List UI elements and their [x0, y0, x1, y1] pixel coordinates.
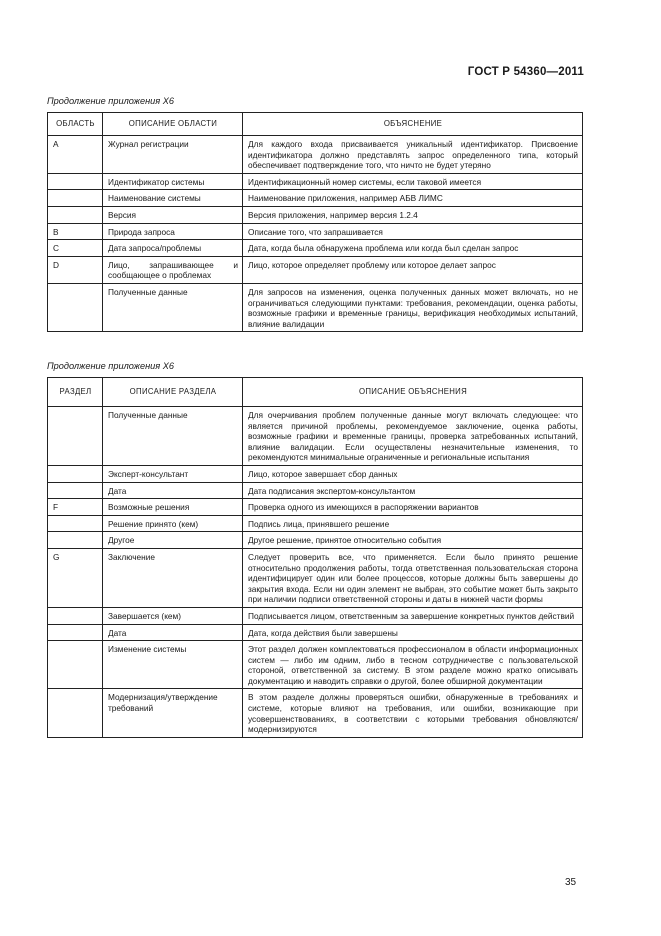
cell-description: Дата: [103, 624, 243, 641]
table-row: [48, 482, 583, 499]
table-row: [48, 173, 583, 190]
table2-caption: Продолжение приложения Х6: [47, 361, 174, 371]
cell-description: Идентификатор системы: [103, 173, 243, 190]
table-section-descriptions: [47, 377, 583, 738]
table-row: [48, 465, 583, 482]
table-row: [48, 240, 583, 257]
cell-description: Журнал регистрации: [103, 136, 243, 174]
cell-code: D: [48, 256, 103, 283]
col-header-explanation-description: ОПИСАНИЕ ОБЪЯСНЕНИЯ: [243, 378, 583, 407]
page-number: 35: [565, 877, 577, 888]
cell-description: Другое: [103, 532, 243, 549]
col-header-region-description: ОПИСАНИЕ ОБЛАСТИ: [103, 113, 243, 136]
cell-explanation: Версия приложения, например версия 1.2.4: [243, 206, 583, 223]
table-row: [48, 641, 583, 689]
table-region-descriptions: [47, 112, 583, 332]
cell-description: Дата запроса/проблемы: [103, 240, 243, 257]
col-header-section: РАЗДЕЛ: [48, 378, 103, 407]
document-code: ГОСТ Р 54360—2011: [467, 66, 584, 78]
table-row: [48, 499, 583, 516]
cell-explanation: Дата подписания экспертом-консультантом: [243, 482, 583, 499]
cell-description: Полученные данные: [103, 407, 243, 466]
table-row: [48, 283, 583, 331]
cell-explanation: Дата, когда действия были завершены: [243, 624, 583, 641]
table-row: [48, 223, 583, 240]
table-row: [48, 206, 583, 223]
col-header-region: ОБЛАСТЬ: [48, 113, 103, 136]
cell-explanation: В этом разделе должны проверяться ошибки, обнаруженные в требованиях и системе, которые влияют на требования, или ошибки, возникающие при усовершенствованиях, в соответствии с которыми требования обновляются/модернизируются: [243, 689, 583, 737]
table-row: [48, 190, 583, 207]
table-row: [48, 515, 583, 532]
cell-code: F: [48, 499, 103, 516]
cell-code: [48, 515, 103, 532]
cell-code: C: [48, 240, 103, 257]
cell-explanation: Лицо, которое определяет проблему или которое делает запрос: [243, 256, 583, 283]
cell-explanation: Дата, когда была обнаружена проблема или когда был сделан запрос: [243, 240, 583, 257]
cell-explanation: Этот раздел должен комплектоваться профессионалом в области информационных систем — либо им одним, либо в тесном сотрудничестве с пользовательской стороной, ответственной за систему. В этом разделе можно кратко описывать документацию и наводить справки о другой, более обширной документации: [243, 641, 583, 689]
cell-description: Модернизация/утверждение требований: [103, 689, 243, 737]
cell-code: G: [48, 548, 103, 607]
table-row: [48, 407, 583, 466]
table-row: [48, 624, 583, 641]
cell-explanation: Лицо, которое завершает сбор данных: [243, 465, 583, 482]
cell-explanation: Проверка одного из имеющихся в распоряжении вариантов: [243, 499, 583, 516]
cell-explanation: Для очерчивания проблем полученные данные могут включать следующее: что является причиной проблемы, рекомендуемое заключение, оценка работы, возможные графики и временные границы, проверка затребованных испытаний, влияние валидации. Если осуществлены незначительные изменения, то рекомендуются минимальные ограниченные и региональные испытания: [243, 407, 583, 466]
cell-description: Полученные данные: [103, 283, 243, 331]
cell-code: [48, 190, 103, 207]
cell-description: Версия: [103, 206, 243, 223]
cell-description: Возможные решения: [103, 499, 243, 516]
cell-description: Завершается (кем): [103, 607, 243, 624]
cell-code: [48, 465, 103, 482]
table-row: [48, 532, 583, 549]
col-header-explanation: ОБЪЯСНЕНИЕ: [243, 113, 583, 136]
cell-description: Решение принято (кем): [103, 515, 243, 532]
cell-code: [48, 641, 103, 689]
cell-code: [48, 206, 103, 223]
cell-description: Изменение системы: [103, 641, 243, 689]
cell-explanation: Описание того, что запрашивается: [243, 223, 583, 240]
cell-code: [48, 482, 103, 499]
table-row: [48, 256, 583, 283]
cell-explanation: Наименование приложения, например АБВ ЛИМС: [243, 190, 583, 207]
table1-caption: Продолжение приложения Х6: [47, 96, 174, 106]
cell-description: Заключение: [103, 548, 243, 607]
cell-description: Лицо, запрашивающее и сообщающее о проблемах: [103, 256, 243, 283]
cell-description: Дата: [103, 482, 243, 499]
table-row: [48, 136, 583, 174]
cell-description: Наименование системы: [103, 190, 243, 207]
cell-explanation: Для каждого входа присваивается уникальный идентификатор. Присвоение идентификатора должно представлять запрос определенного типа, который обеспечивает подтверждение того, что ничто не будет утеряно: [243, 136, 583, 174]
cell-explanation: Другое решение, принятое относительно события: [243, 532, 583, 549]
cell-code: B: [48, 223, 103, 240]
table-row: [48, 548, 583, 607]
cell-code: [48, 173, 103, 190]
cell-description: Эксперт-консультант: [103, 465, 243, 482]
cell-explanation: Подписывается лицом, ответственным за завершение конкретных пунктов действий: [243, 607, 583, 624]
col-header-section-description: ОПИСАНИЕ РАЗДЕЛА: [103, 378, 243, 407]
cell-code: [48, 283, 103, 331]
cell-code: [48, 607, 103, 624]
cell-code: [48, 689, 103, 737]
cell-explanation: Для запросов на изменения, оценка полученных данных может включать, но не ограничиваться следующими пунктами: требования, рекомендации, оценка работы, возможные графики и временные границы, верификация необходимых испытаний, влияние валидации: [243, 283, 583, 331]
cell-description: Природа запроса: [103, 223, 243, 240]
cell-code: [48, 624, 103, 641]
cell-explanation: Идентификационный номер системы, если таковой имеется: [243, 173, 583, 190]
cell-code: A: [48, 136, 103, 174]
table-row: [48, 689, 583, 737]
cell-code: [48, 407, 103, 466]
table-row: [48, 607, 583, 624]
cell-explanation: Следует проверить все, что применяется. Если было принято решение относительно продолжения работы, тогда ответственная пользовательская сторона идентифицирует один или более процессов, которые должны быть завершены до закрытия входа. Если ни один элемент не выбран, это событие может быть закрыто при наличии подписи ответственной стороны и даты в нижней части формы: [243, 548, 583, 607]
cell-explanation: Подпись лица, принявшего решение: [243, 515, 583, 532]
cell-code: [48, 532, 103, 549]
